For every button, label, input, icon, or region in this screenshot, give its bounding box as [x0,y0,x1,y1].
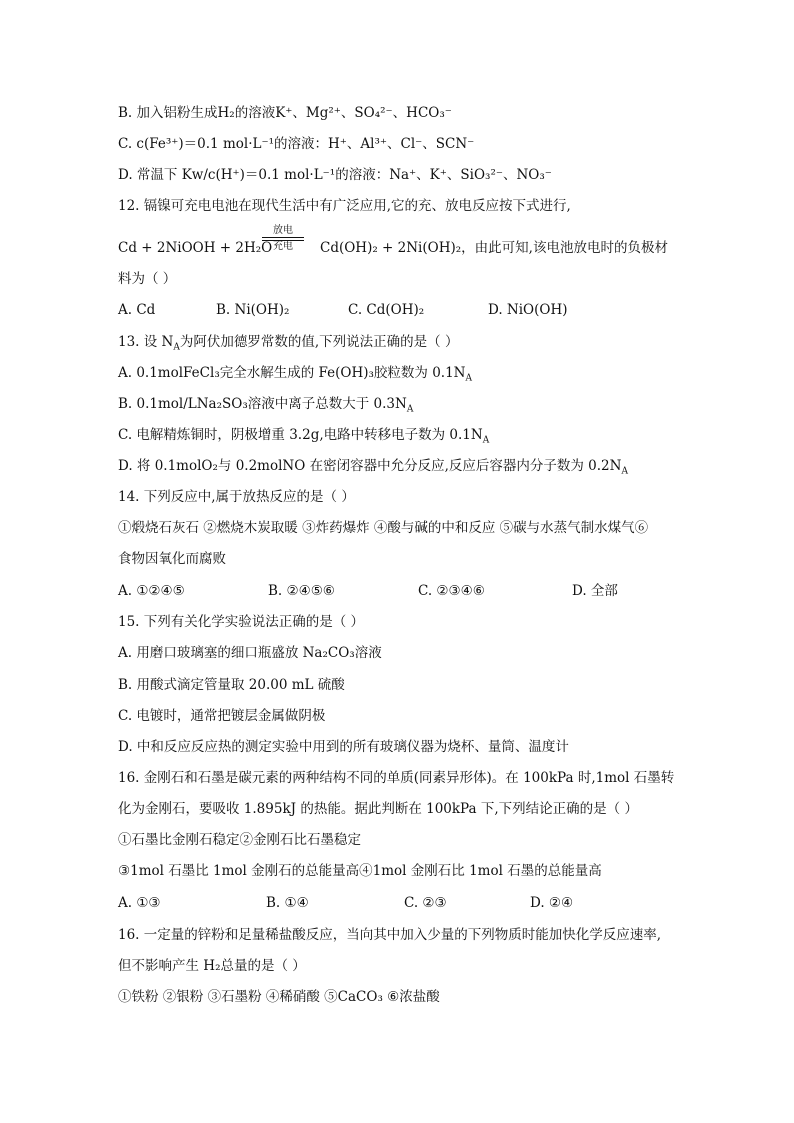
question-12-stem: 12. 镉镍可充电电池在现代生活中有广泛应用,它的充、放电反应按下式进行, [118,198,571,214]
option-c: C. Cd(OH)₂ [348,302,425,318]
question-15-stem: 15. 下列有关化学实验说法正确的是（ ） [118,614,365,630]
option-d: D. ②④ [530,895,574,911]
option-a: A. ①②④⑤ [118,583,185,599]
question-14-list: ①煅烧石灰石 ②燃烧木炭取暖 ③炸药爆炸 ④酸与碱的中和反应 ⑤碳与水蒸气制水煤气⑥ [118,520,649,536]
question-13-option-a: A. 0.1molFeCl₃完全水解生成的 Fe(OH)₃胶粒数为 $0.1N_A$ [118,365,472,384]
question-16-list-2: ③1mol 石墨比 1mol 金刚石的总能量高④1mol 金刚石比 1mol 石墨的总能量高 [118,863,602,879]
option-b-aluminum: B. 加入铝粉生成H₂的溶液K⁺、Mg²⁺、SO₄²⁻、HCO₃⁻ [118,105,452,121]
option-b: B. ②④⑤⑥ [268,583,335,599]
option-c: C. ②③④⑥ [418,583,485,599]
question-16b-stem-2: 但不影响产生 H₂总量的是（ ） [118,958,306,974]
question-16-stem-2: 化为金刚石，要吸收 1.895kJ 的热能。据此判断在 100kPa 下,下列结论正确的是（ ） [118,801,638,817]
question-13-stem: 13. 设 $N_A$为阿伏加德罗常数的值,下列说法正确的是（ ） [118,334,459,353]
option-c-iron: C. c(Fe³⁺)＝0.1 mol·L⁻¹的溶液：H⁺、Al³⁺、Cl⁻、SCN⁻ [118,136,475,152]
question-13-option-b: B. 0.1mol/LNa₂SO₃溶液中离子总数大于 $0.3N_A$ [118,396,414,415]
option-a: A. ①③ [118,895,161,911]
option-d: D. NiO(OH) [488,302,568,318]
question-15-option-a: A. 用磨口玻璃塞的细口瓶盛放 Na₂CO₃溶液 [118,645,382,661]
arrow-label-discharge: 放电 [273,225,293,236]
question-16b-list: ①铁粉 ②银粉 ③石墨粉 ④稀硝酸 ⑤CaCO₃ ⑥浓盐酸 [118,989,440,1005]
option-b: B. ①④ [266,895,309,911]
question-15-option-c: C. 电镀时，通常把镀层金属做阴极 [118,708,326,724]
equation-reactants: Cd + 2NiOOH + 2H₂O [118,240,273,256]
option-d: D. 全部 [572,583,618,599]
option-b: B. Ni(OH)₂ [216,302,290,318]
option-c: C. ②③ [404,895,447,911]
question-14-stem: 14. 下列反应中,属于放热反应的是（ ） [118,489,355,505]
question-15-option-b: B. 用酸式滴定管量取 20.00 mL 硫酸 [118,677,345,693]
question-16-list: ①石墨比金刚石稳定②金刚石比石墨稳定 [118,832,361,848]
question-13-option-c: C. 电解精炼铜时，阴极增重 3.2g,电路中转移电子数为 $0.1N_A$ [118,427,490,446]
option-a: A. Cd [118,302,156,318]
question-16b-stem: 16. 一定量的锌粉和足量稀盐酸反应，当向其中加入少量的下列物质时能加快化学反应速率, [118,927,662,943]
question-13-option-d: D. 将 0.1molO₂与 0.2molNO 在密闭容器中允分反应,反应后容器内分子数为 $0.2N_A$ [118,458,628,477]
arrow-label-charge: 充电 [273,241,293,252]
question-14-list-2: 食物因氧化而腐败 [118,551,226,567]
arrow-line [262,237,304,238]
option-d-kw: D. 常温下 Kw/c(H⁺)＝0.1 mol·L⁻¹的溶液：Na⁺、K⁺、SiO₃²⁻、NO₃⁻ [118,167,552,183]
equation-products: Cd(OH)₂ + 2Ni(OH)₂，由此可知,该电池放电时的负极材 [320,240,668,256]
question-12-stem-2: 料为（ ） [118,271,177,287]
question-16-stem: 16. 金刚石和石墨是碳元素的两种结构不同的单质(同素异形体)。在 100kPa 时,1mol 石墨转 [118,770,675,786]
question-15-option-d: D. 中和反应反应热的测定实验中用到的所有玻璃仪器为烧杯、量筒、温度计 [118,739,569,755]
